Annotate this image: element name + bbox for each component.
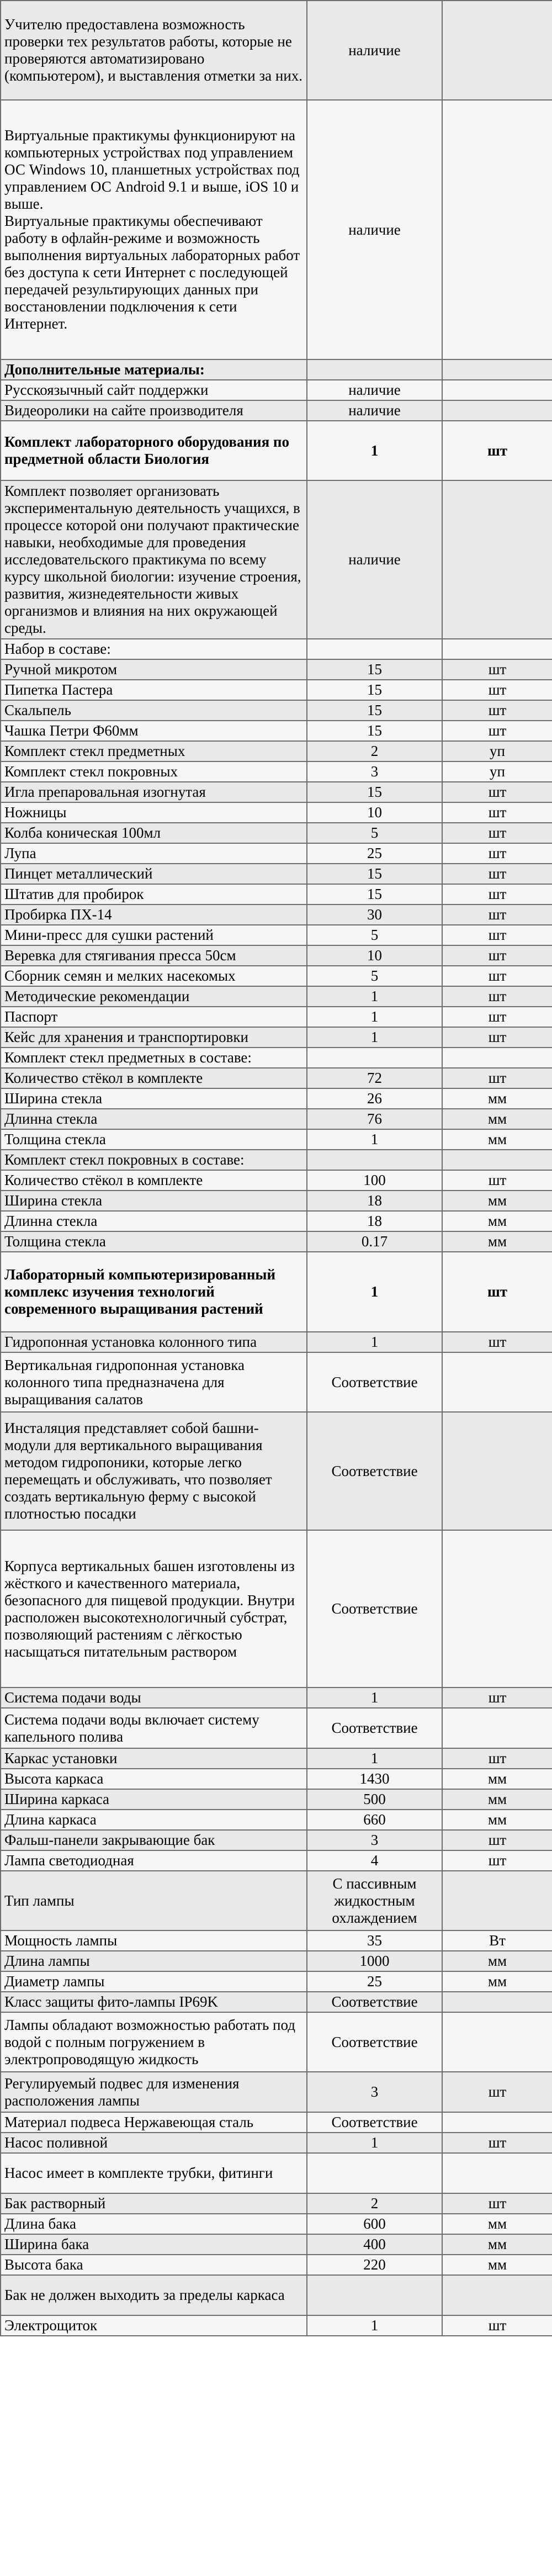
table-row xyxy=(1,1930,552,1951)
item-unit-cell: шт xyxy=(442,680,552,700)
table-row xyxy=(1,2133,552,2153)
item-name-cell: Корпуса вертикальных башен изготовлены из жёсткого и качественного материала, безопасного для пищевой продукции. Внутри расположен высокотехнологичный субстрат, позволяющий растениям с лёгкостью насыщаться питательным раствором xyxy=(1,1530,307,1688)
item-unit-cell: шт xyxy=(442,1748,552,1769)
item-name-cell: Мини-пресс для сушки растений xyxy=(1,925,307,945)
item-value-cell: 1 xyxy=(307,1332,442,1352)
item-unit-cell: шт xyxy=(442,864,552,884)
table-row xyxy=(1,925,552,945)
table-row xyxy=(1,741,552,761)
item-name-cell: Русскоязычный сайт поддержки xyxy=(1,380,307,400)
item-unit-cell: шт xyxy=(442,1332,552,1352)
item-unit-cell xyxy=(442,100,552,359)
item-unit-cell: мм xyxy=(442,1810,552,1830)
item-name-cell: Комплект стекл предметных в составе: xyxy=(1,1048,307,1068)
table-row xyxy=(1,1971,552,1992)
item-unit-cell: шт xyxy=(442,884,552,904)
item-unit-cell: шт xyxy=(442,1252,552,1332)
item-unit-cell: мм xyxy=(442,2234,552,2255)
table-row xyxy=(1,2275,552,2315)
table-row xyxy=(1,1332,552,1352)
table-row xyxy=(1,100,552,359)
item-name-cell: Длинна стекла xyxy=(1,1211,307,1231)
table-row xyxy=(1,1992,552,2012)
item-value-cell: 1 xyxy=(307,1027,442,1048)
table-row xyxy=(1,1708,552,1748)
table-row xyxy=(1,823,552,843)
table-row xyxy=(1,2072,552,2112)
item-unit-cell xyxy=(442,380,552,400)
item-unit-cell: мм xyxy=(442,1231,552,1252)
item-unit-cell: шт xyxy=(442,966,552,986)
table-row xyxy=(1,904,552,925)
item-unit-cell xyxy=(442,2112,552,2133)
item-unit-cell: мм xyxy=(442,1211,552,1231)
item-name-cell: Количество стёкол в комплекте xyxy=(1,1068,307,1088)
item-name-cell: Каркас установки xyxy=(1,1748,307,1769)
item-unit-cell: шт xyxy=(442,925,552,945)
item-name-cell: Колба коническая 100мл xyxy=(1,823,307,843)
table-row xyxy=(1,945,552,966)
item-unit-cell xyxy=(442,359,552,380)
item-value-cell: 1 xyxy=(307,1252,442,1332)
item-name-cell: Система подачи воды включает систему капельного полива xyxy=(1,1708,307,1748)
table-row xyxy=(1,782,552,802)
item-unit-cell xyxy=(442,1352,552,1412)
item-unit-cell: шт xyxy=(442,1688,552,1708)
item-name-cell: Видеоролики на сайте производителя xyxy=(1,400,307,421)
item-unit-cell: шт xyxy=(442,782,552,802)
item-name-cell: Ширина каркаса xyxy=(1,1789,307,1810)
item-name-cell: Ножницы xyxy=(1,802,307,823)
table-row xyxy=(1,1068,552,1088)
item-name-cell: Класс защиты фито-лампы IP69K xyxy=(1,1992,307,2012)
item-value-cell: 0.17 xyxy=(307,1231,442,1252)
item-value-cell: 1 xyxy=(307,986,442,1007)
item-name-cell: Толщина стекла xyxy=(1,1231,307,1252)
table-row xyxy=(1,1789,552,1810)
item-value-cell: 15 xyxy=(307,659,442,680)
item-unit-cell: шт xyxy=(442,2315,552,2336)
item-unit-cell: мм xyxy=(442,1769,552,1789)
item-value-cell: наличие xyxy=(307,480,442,639)
item-name-cell: Диаметр лампы xyxy=(1,1971,307,1992)
table-row xyxy=(1,1352,552,1412)
item-name-cell: Штатив для пробирок xyxy=(1,884,307,904)
item-value-cell: наличие xyxy=(307,100,442,359)
table-row xyxy=(1,400,552,421)
item-value-cell: Соответствие xyxy=(307,1412,442,1530)
item-value-cell: 25 xyxy=(307,843,442,864)
item-value-cell: Соответствие xyxy=(307,1530,442,1688)
item-unit-cell: шт xyxy=(442,659,552,680)
item-value-cell: 1430 xyxy=(307,1769,442,1789)
table-row xyxy=(1,1530,552,1688)
item-unit-cell xyxy=(442,1412,552,1530)
table-row xyxy=(1,1412,552,1530)
item-value-cell: 5 xyxy=(307,925,442,945)
item-value-cell: 72 xyxy=(307,1068,442,1088)
item-unit-cell: мм xyxy=(442,1971,552,1992)
table-row xyxy=(1,1688,552,1708)
table-row xyxy=(1,359,552,380)
table-row xyxy=(1,1748,552,1769)
item-value-cell: 1000 xyxy=(307,1951,442,1971)
item-name-cell: Комплект лабораторного оборудования по предметной области Биология xyxy=(1,421,307,480)
item-name-cell: Мощность лампы xyxy=(1,1930,307,1951)
item-value-cell: 3 xyxy=(307,761,442,782)
table-row xyxy=(1,864,552,884)
item-unit-cell: шт xyxy=(442,700,552,721)
item-name-cell: Ручной микротом xyxy=(1,659,307,680)
table-row xyxy=(1,1129,552,1150)
item-value-cell: Соответствие xyxy=(307,1992,442,2012)
item-value-cell: 1 xyxy=(307,1007,442,1027)
item-unit-cell: шт xyxy=(442,1007,552,1027)
item-unit-cell xyxy=(442,1871,552,1930)
item-unit-cell xyxy=(442,2012,552,2072)
item-value-cell: 15 xyxy=(307,721,442,741)
item-value-cell: 15 xyxy=(307,782,442,802)
item-name-cell: Лампы обладают возможностью работать под водой с полным погружением в электропроводящую жидкость xyxy=(1,2012,307,2072)
item-value-cell: 1 xyxy=(307,1688,442,1708)
item-value-cell: 15 xyxy=(307,700,442,721)
item-name-cell: Методические рекомендации xyxy=(1,986,307,1007)
item-value-cell: 1 xyxy=(307,421,442,480)
item-unit-cell: шт xyxy=(442,904,552,925)
item-value-cell: 15 xyxy=(307,680,442,700)
item-name-cell: Длина бака xyxy=(1,2214,307,2234)
item-unit-cell xyxy=(442,1708,552,1748)
item-value-cell: 400 xyxy=(307,2234,442,2255)
item-unit-cell: шт xyxy=(442,823,552,843)
item-name-cell: Гидропонная установка колонного типа xyxy=(1,1332,307,1352)
item-unit-cell: шт xyxy=(442,1170,552,1191)
item-value-cell: 4 xyxy=(307,1850,442,1871)
table-row xyxy=(1,2255,552,2275)
item-value-cell: 1 xyxy=(307,2315,442,2336)
item-value-cell: наличие xyxy=(307,400,442,421)
item-name-cell: Пробирка ПХ-14 xyxy=(1,904,307,925)
item-unit-cell: мм xyxy=(442,1789,552,1810)
item-value-cell: Соответствие xyxy=(307,2012,442,2072)
item-name-cell: Тип лампы xyxy=(1,1871,307,1930)
table-row xyxy=(1,2193,552,2214)
item-name-cell: Длинна стекла xyxy=(1,1109,307,1129)
item-name-cell: Материал подвеса Нержавеющая сталь xyxy=(1,2112,307,2133)
item-unit-cell xyxy=(442,1048,552,1068)
item-name-cell: Веревка для стягивания пресса 50см xyxy=(1,945,307,966)
table-row xyxy=(1,2234,552,2255)
item-value-cell: 15 xyxy=(307,864,442,884)
table-row xyxy=(1,1951,552,1971)
table-row xyxy=(1,2315,552,2336)
item-value-cell xyxy=(307,639,442,659)
item-value-cell: Соответствие xyxy=(307,1708,442,1748)
item-name-cell: Толщина стекла xyxy=(1,1129,307,1150)
table-row xyxy=(1,884,552,904)
item-value-cell: 500 xyxy=(307,1789,442,1810)
table-row xyxy=(1,986,552,1007)
item-value-cell: 18 xyxy=(307,1191,442,1211)
table-row xyxy=(1,2012,552,2072)
item-value-cell: 660 xyxy=(307,1810,442,1830)
item-name-cell: Ширина стекла xyxy=(1,1088,307,1109)
item-name-cell: Система подачи воды xyxy=(1,1688,307,1708)
item-unit-cell: шт xyxy=(442,1850,552,1871)
table-row xyxy=(1,659,552,680)
item-value-cell xyxy=(307,2153,442,2193)
item-name-cell: Комплект позволяет организовать экспериментальную деятельность учащихся, в процессе которой они получают практические навыки, необходимые для проведения исследовательского практикума по всему курсу школьной биологии: изучение строения, развития, жизнедеятельности живых организмов и влияния на них окружающей среды. xyxy=(1,480,307,639)
item-value-cell: 2 xyxy=(307,741,442,761)
item-unit-cell xyxy=(442,1530,552,1688)
item-value-cell: наличие xyxy=(307,380,442,400)
item-unit-cell: мм xyxy=(442,2214,552,2234)
table-row xyxy=(1,1191,552,1211)
item-unit-cell: шт xyxy=(442,721,552,741)
item-unit-cell: мм xyxy=(442,1109,552,1129)
item-name-cell: Кейс для хранения и транспортировки xyxy=(1,1027,307,1048)
item-name-cell: Вертикальная гидропонная установка колонного типа предназначена для выращивания салатов xyxy=(1,1352,307,1412)
item-value-cell xyxy=(307,2275,442,2315)
item-name-cell: Лабораторный компьютеризированный комплекс изучения технологий современного выращивания растений xyxy=(1,1252,307,1332)
item-value-cell xyxy=(307,1048,442,1068)
table-row xyxy=(1,480,552,639)
table-row xyxy=(1,721,552,741)
item-name-cell: Насос имеет в комплекте трубки, фитинги xyxy=(1,2153,307,2193)
item-unit-cell: шт xyxy=(442,843,552,864)
item-name-cell: Ширина стекла xyxy=(1,1191,307,1211)
item-value-cell: Соответствие xyxy=(307,2112,442,2133)
item-name-cell: Насос поливной xyxy=(1,2133,307,2153)
item-value-cell: 3 xyxy=(307,2072,442,2112)
table-row xyxy=(1,1088,552,1109)
table-row xyxy=(1,1211,552,1231)
item-name-cell: Электрощиток xyxy=(1,2315,307,2336)
table-row xyxy=(1,802,552,823)
item-value-cell: 18 xyxy=(307,1211,442,1231)
item-value-cell: 15 xyxy=(307,884,442,904)
item-name-cell: Скальпель xyxy=(1,700,307,721)
item-unit-cell: мм xyxy=(442,1191,552,1211)
item-name-cell: Чашка Петри Ф60мм xyxy=(1,721,307,741)
item-value-cell: 220 xyxy=(307,2255,442,2275)
item-unit-cell: уп xyxy=(442,761,552,782)
table-row xyxy=(1,1252,552,1332)
item-unit-cell xyxy=(442,1,552,100)
table-row xyxy=(1,700,552,721)
item-value-cell: 1 xyxy=(307,2133,442,2153)
item-unit-cell: мм xyxy=(442,1088,552,1109)
item-name-cell: Ширина бака xyxy=(1,2234,307,2255)
item-name-cell: Виртуальные практикумы функционируют на компьютерных устройствах под управлением ОС Windows 10, планшетных устройствах под управлением ОС Android 9.1 и выше, iOS 10 и выше. Виртуальные практикумы обеспечивают работу в офлайн-режиме и возможность выполнения виртуальных лабораторных работ без доступа к сети Интернет с последующей передачей результирующих данных при восстановлении подключения к сети Интернет. xyxy=(1,100,307,359)
item-name-cell: Набор в составе: xyxy=(1,639,307,659)
table-row xyxy=(1,2153,552,2193)
item-unit-cell xyxy=(442,2275,552,2315)
item-unit-cell xyxy=(442,639,552,659)
item-name-cell: Высота бака xyxy=(1,2255,307,2275)
item-unit-cell xyxy=(442,480,552,639)
table-row xyxy=(1,380,552,400)
item-value-cell: 2 xyxy=(307,2193,442,2214)
item-value-cell: 1 xyxy=(307,1748,442,1769)
item-unit-cell: шт xyxy=(442,802,552,823)
item-value-cell: 5 xyxy=(307,966,442,986)
table-row xyxy=(1,2214,552,2234)
item-unit-cell: шт xyxy=(442,2072,552,2112)
item-name-cell: Сборник семян и мелких насекомых xyxy=(1,966,307,986)
table-row xyxy=(1,680,552,700)
item-unit-cell xyxy=(442,1992,552,2012)
item-value-cell: 600 xyxy=(307,2214,442,2234)
item-unit-cell: мм xyxy=(442,1951,552,1971)
item-value-cell: 25 xyxy=(307,1971,442,1992)
table-row xyxy=(1,1231,552,1252)
item-value-cell: 26 xyxy=(307,1088,442,1109)
item-name-cell: Длина каркаса xyxy=(1,1810,307,1830)
table-row xyxy=(1,421,552,480)
item-unit-cell: шт xyxy=(442,945,552,966)
item-value-cell xyxy=(307,359,442,380)
table-row xyxy=(1,1007,552,1027)
item-name-cell: Пинцет металлический xyxy=(1,864,307,884)
table-row xyxy=(1,639,552,659)
item-value-cell: 35 xyxy=(307,1930,442,1951)
item-value-cell: наличие xyxy=(307,1,442,100)
table-row xyxy=(1,1170,552,1191)
item-name-cell: Комплект стекл покровных в составе: xyxy=(1,1150,307,1170)
item-name-cell: Комплект стекл предметных xyxy=(1,741,307,761)
table-row xyxy=(1,1048,552,1068)
item-name-cell: Инсталяция представляет собой башни-модули для вертикального выращивания методом гидропоники, которые легко перемещать и обслуживать, что позволяет создать вертикальную ферму с высокой плотностью посадки xyxy=(1,1412,307,1530)
table-row xyxy=(1,966,552,986)
item-unit-cell: мм xyxy=(442,2255,552,2275)
table-row xyxy=(1,1027,552,1048)
item-value-cell: 3 xyxy=(307,1830,442,1850)
item-name-cell: Регулируемый подвес для изменения расположения лампы xyxy=(1,2072,307,2112)
item-unit-cell: шт xyxy=(442,1027,552,1048)
item-unit-cell xyxy=(442,2153,552,2193)
item-name-cell: Высота каркаса xyxy=(1,1769,307,1789)
item-unit-cell: шт xyxy=(442,421,552,480)
item-unit-cell: шт xyxy=(442,1830,552,1850)
table-row xyxy=(1,1150,552,1170)
item-value-cell: 30 xyxy=(307,904,442,925)
item-name-cell: Длина лампы xyxy=(1,1951,307,1971)
table-row xyxy=(1,1109,552,1129)
item-value-cell: 100 xyxy=(307,1170,442,1191)
item-unit-cell xyxy=(442,400,552,421)
item-value-cell: С пассивным жидкостным охлаждением xyxy=(307,1871,442,1930)
item-name-cell: Дополнительные материалы: xyxy=(1,359,307,380)
table-row xyxy=(1,2112,552,2133)
item-name-cell: Комплект стекл покровных xyxy=(1,761,307,782)
item-name-cell: Лампа светодиодная xyxy=(1,1850,307,1871)
item-value-cell: 10 xyxy=(307,945,442,966)
table-row xyxy=(1,1830,552,1850)
item-unit-cell xyxy=(442,1150,552,1170)
table-row xyxy=(1,1810,552,1830)
table-row xyxy=(1,1,552,100)
item-name-cell: Паспорт xyxy=(1,1007,307,1027)
item-unit-cell: шт xyxy=(442,1068,552,1088)
table-row xyxy=(1,1769,552,1789)
item-name-cell: Учителю предоставлена возможность проверки тех результатов работы, которые не проверяются автоматизировано (компьютером), и выставления отметки за них. xyxy=(1,1,307,100)
item-name-cell: Бак растворный xyxy=(1,2193,307,2214)
table-row xyxy=(1,1871,552,1930)
item-name-cell: Пипетка Пастера xyxy=(1,680,307,700)
item-unit-cell: шт xyxy=(442,2193,552,2214)
item-name-cell: Игла препаровальная изогнутая xyxy=(1,782,307,802)
specification-table-body xyxy=(1,1,552,2336)
item-name-cell: Лупа xyxy=(1,843,307,864)
item-name-cell: Бак не должен выходить за пределы каркаса xyxy=(1,2275,307,2315)
item-value-cell: 76 xyxy=(307,1109,442,1129)
item-value-cell: Соответствие xyxy=(307,1352,442,1412)
item-name-cell: Количество стёкол в комплекте xyxy=(1,1170,307,1191)
table-row xyxy=(1,843,552,864)
table-row xyxy=(1,1850,552,1871)
table-row xyxy=(1,761,552,782)
item-unit-cell: уп xyxy=(442,741,552,761)
item-value-cell xyxy=(307,1150,442,1170)
item-value-cell: 10 xyxy=(307,802,442,823)
item-unit-cell: мм xyxy=(442,1129,552,1150)
item-unit-cell: шт xyxy=(442,2133,552,2153)
item-value-cell: 1 xyxy=(307,1129,442,1150)
item-value-cell: 5 xyxy=(307,823,442,843)
item-unit-cell: Вт xyxy=(442,1930,552,1951)
item-name-cell: Фальш-панели закрывающие бак xyxy=(1,1830,307,1850)
item-unit-cell: шт xyxy=(442,986,552,1007)
